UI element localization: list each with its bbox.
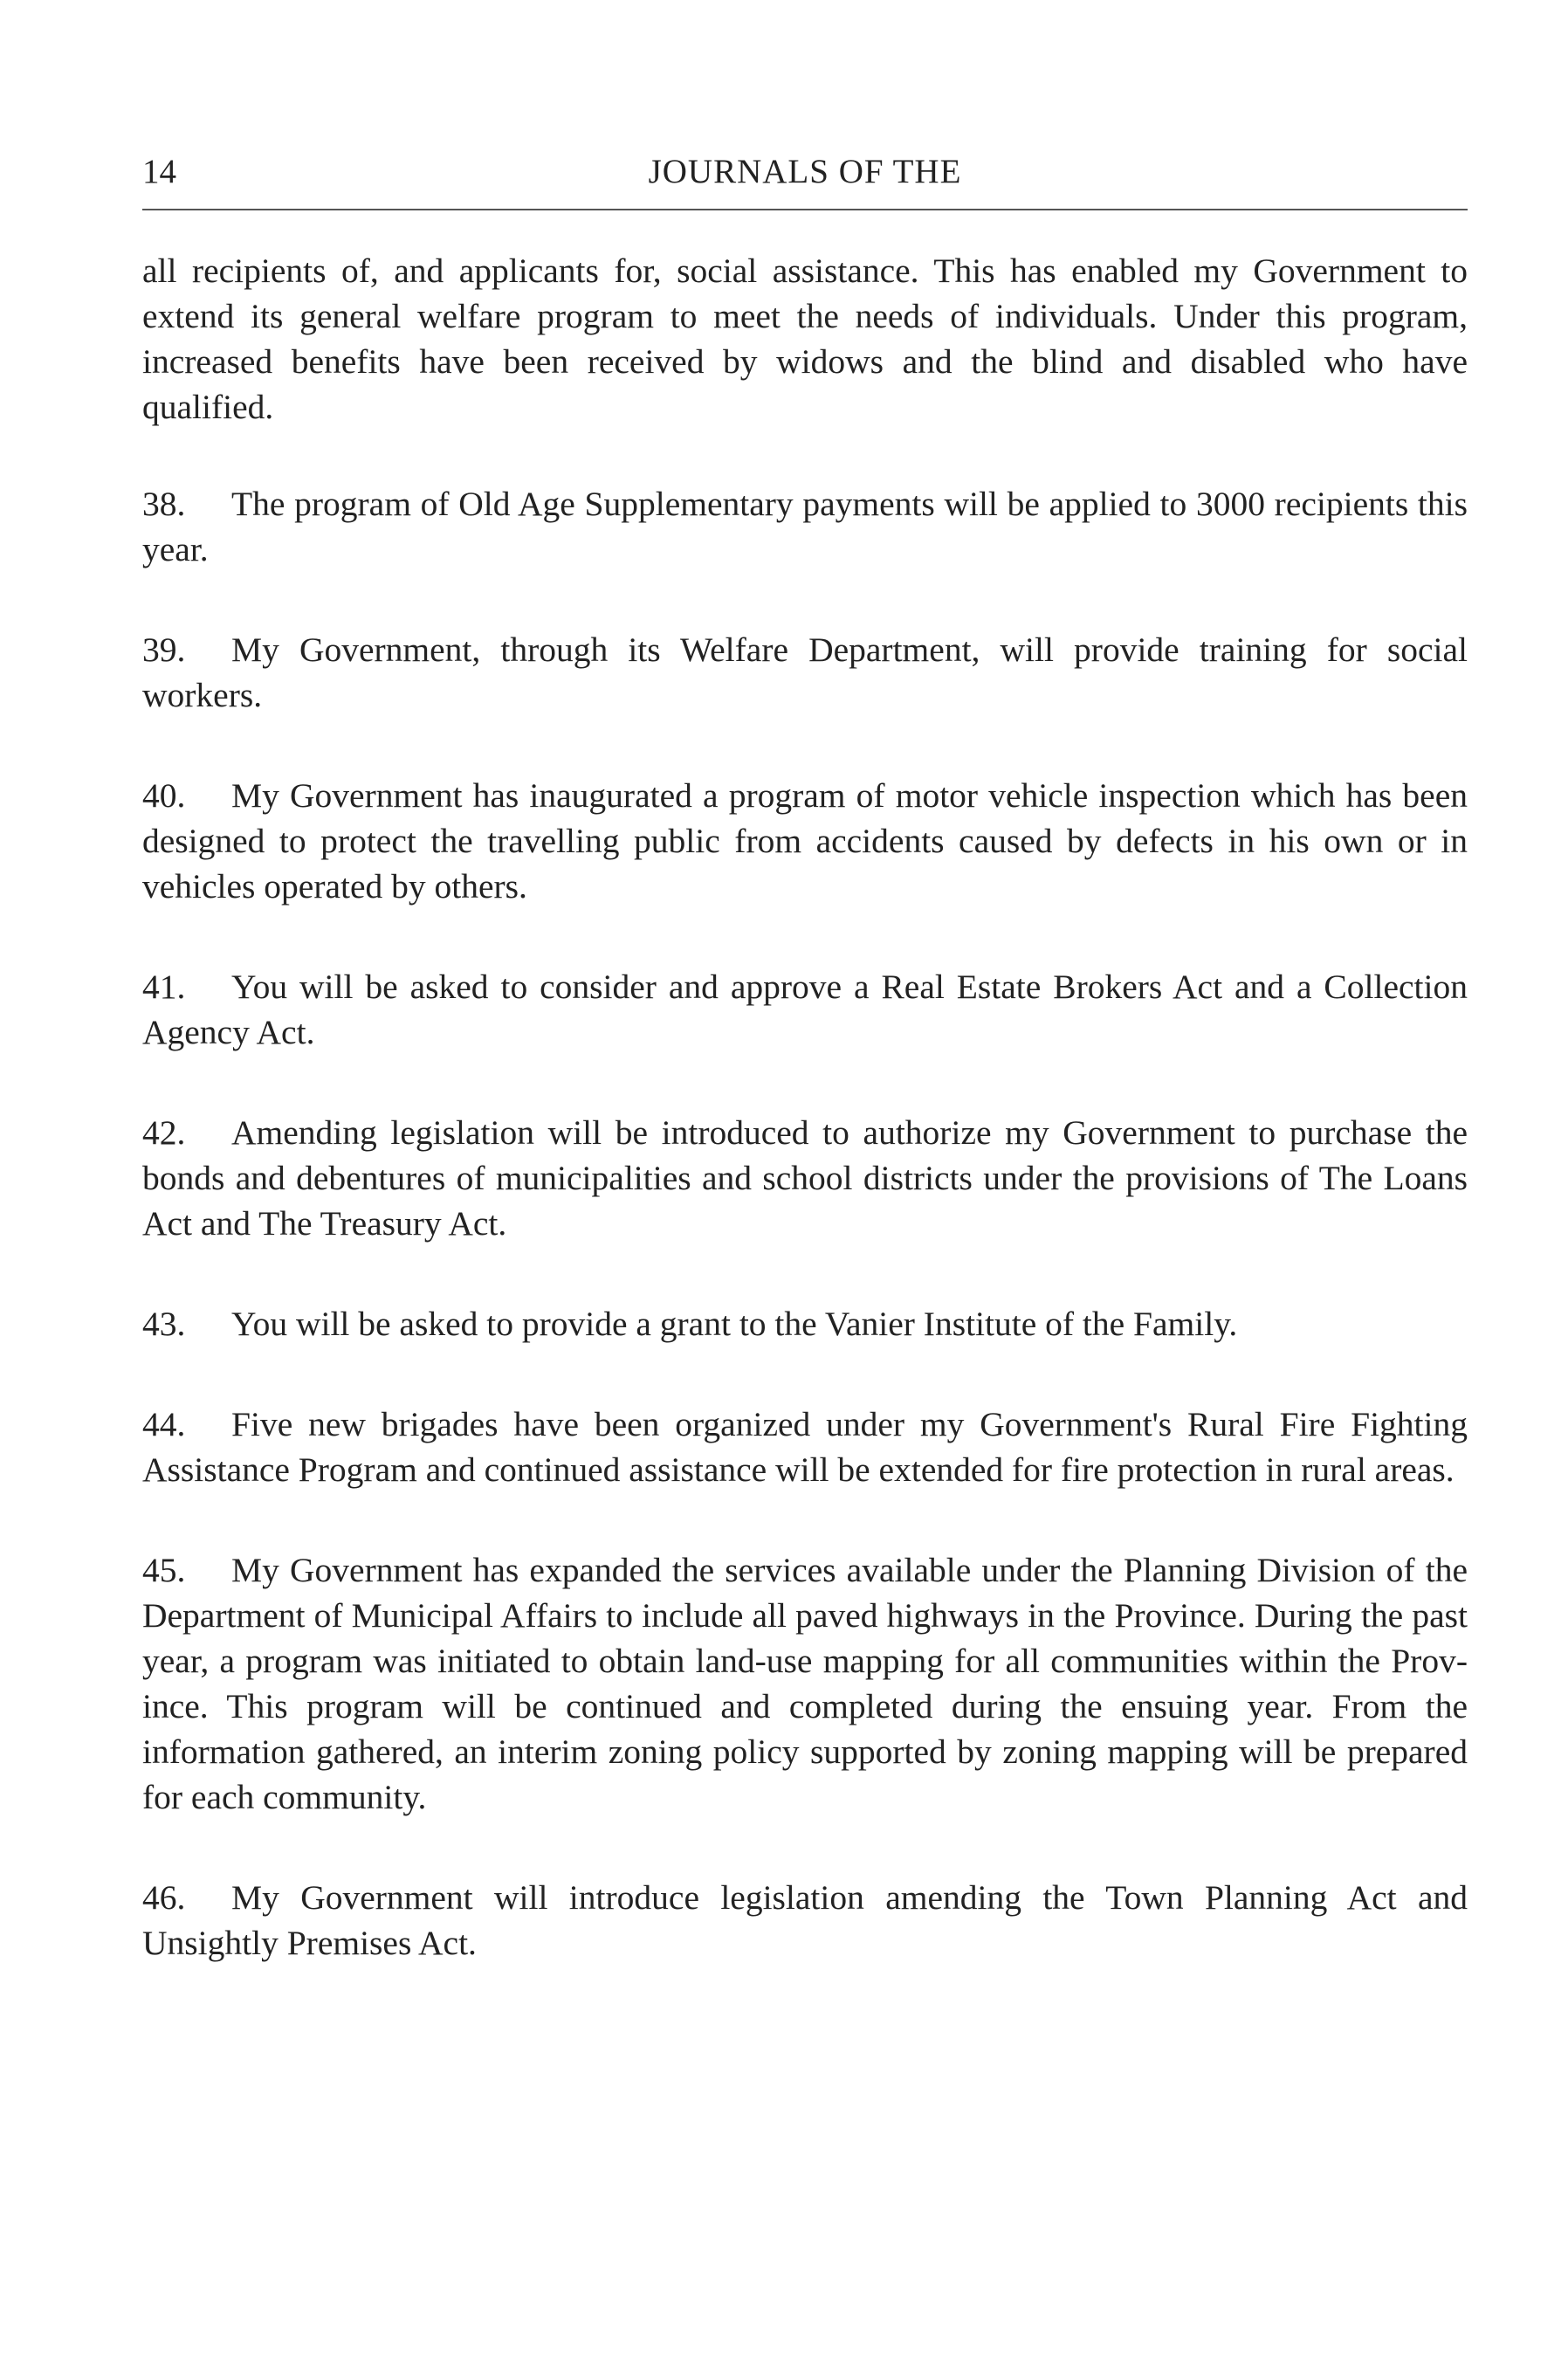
page-number: 14 bbox=[142, 153, 176, 190]
paragraph-text: My Government will introduce legislation amending the Town Planning Act and Unsightly Premises Act. bbox=[142, 1878, 1468, 1962]
paragraph-39 bbox=[142, 627, 1468, 718]
paragraph-text: My Government has expanded the services available under the Planning Division of the Department of Municipal Affairs to include all paved highways in the Province. During the past year, a program was initiated to obtain land-use mapping for all communities within the Province. This program will be continued and completed during the ensuing year. From the information gathered, an interim zoning policy supported by zoning mapping will be prepared for each community. bbox=[142, 1551, 1468, 1816]
running-head: JOURNALS OF THE bbox=[648, 153, 962, 190]
paragraph-text: You will be asked to provide a grant to the Vanier Institute of the Family. bbox=[231, 1305, 1238, 1343]
paragraph-number: 38. bbox=[142, 485, 186, 523]
paragraph-number: 45. bbox=[142, 1551, 186, 1589]
paragraph-number: 39. bbox=[142, 630, 186, 669]
paragraph-number: 42. bbox=[142, 1113, 186, 1152]
paragraph-44 bbox=[142, 1401, 1468, 1492]
paragraph-text: The program of Old Age Supplementary payments will be applied to 3000 recipients this year. bbox=[142, 485, 1468, 568]
paragraph-38 bbox=[142, 481, 1468, 572]
paragraph-43 bbox=[142, 1301, 1468, 1346]
paragraph-text: My Government, through its Welfare Department, will provide training for social workers. bbox=[142, 630, 1468, 714]
paragraph-number: 44. bbox=[142, 1405, 186, 1443]
paragraph-number: 41. bbox=[142, 968, 186, 1006]
body-text bbox=[142, 248, 1468, 2021]
paragraph-46 bbox=[142, 1875, 1468, 1966]
header-rule bbox=[142, 209, 1468, 210]
paragraph-40 bbox=[142, 773, 1468, 909]
paragraph-text: Five new brigades have been organized under my Government's Rural Fire Fighting Assistance Program and continued assistance will be extended for fire protection in rural areas. bbox=[142, 1405, 1468, 1489]
paragraph-42 bbox=[142, 1110, 1468, 1246]
paragraph-number: 46. bbox=[142, 1878, 186, 1917]
paragraph-text: all recipients of, and applicants for, social assistance. This has enabled my Government to extend its general welfare program to meet the needs of individuals. Under this program, increased benefits have been received by widows and the blind and disabled who have qualified. bbox=[142, 251, 1468, 426]
paragraph-continued bbox=[142, 248, 1468, 430]
paragraph-text: You will be asked to consider and approve a Real Estate Brokers Act and a Collection Agency Act. bbox=[142, 968, 1468, 1051]
paragraph-number: 43. bbox=[142, 1305, 186, 1343]
paragraph-45 bbox=[142, 1547, 1468, 1820]
paragraph-41 bbox=[142, 964, 1468, 1055]
page-header bbox=[142, 150, 1468, 203]
paragraph-text: My Government has inaugurated a program of motor vehicle inspection which has been designed to protect the travelling public from accidents caused by defects in his own or in vehicles operated by others. bbox=[142, 776, 1468, 906]
paragraph-text: Amending legislation will be introduced to authorize my Government to purchase the bonds and debentures of municipalities and school districts under the provisions of The Loans Act and The Treasury Act. bbox=[142, 1113, 1468, 1243]
paragraph-number: 40. bbox=[142, 776, 186, 815]
